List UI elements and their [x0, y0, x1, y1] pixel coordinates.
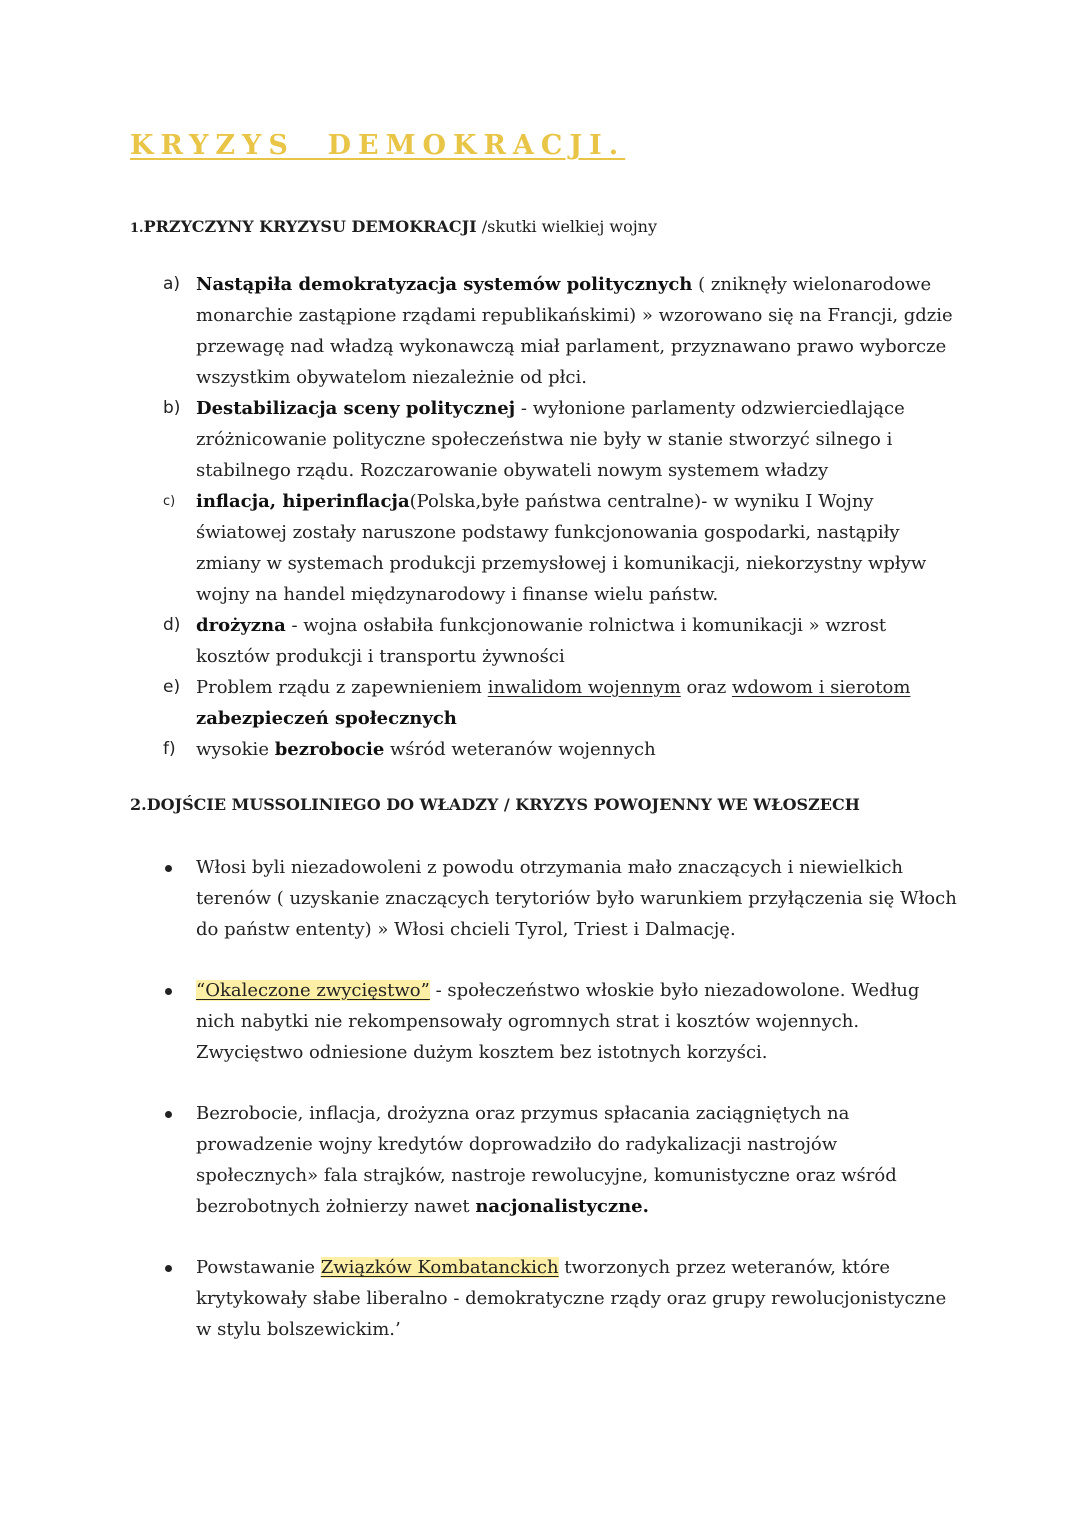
item-text: Bezrobocie, inflacja, drożyzna oraz przymus spłacania zaciągniętych na prowadzenie wojny kredytów doprowadziło do radykalizacji nastrojów społecznych» fala strajków, nastroje rewolucyjne, komunistyczne oraz wśród bezrobotnych żołnierzy nawet — [196, 1103, 897, 1217]
section-heading-text: DOJŚCIE MUSSOLINIEGO DO WŁADZY / KRYZYS POWOJENNY WE WŁOSZECH — [146, 795, 860, 814]
highlighted-text: “Okaleczone zwycięstwo” — [196, 980, 430, 1001]
list-item — [163, 393, 963, 486]
item-bold-text: Nastąpiła demokratyzacja systemów politycznych — [196, 274, 693, 295]
highlighted-text: Związków Kombatanckich — [320, 1257, 559, 1278]
bullet-item — [163, 975, 963, 1068]
list-marker: d) — [163, 615, 181, 635]
section-heading-mussolini — [130, 795, 860, 814]
list-item — [163, 672, 963, 734]
item-bold-text: nacjonalistyczne. — [475, 1196, 649, 1217]
item-text: - wojna osłabiła funkcjonowanie rolnictwa i komunikacji » wzrost kosztów produkcji i transportu żywności — [196, 615, 887, 667]
item-text: Problem rządu z zapewnieniem — [196, 677, 488, 698]
bullet-icon — [165, 1265, 172, 1272]
item-bold-text: drożyzna — [196, 615, 286, 636]
section-heading-text: PRZYCZYNY KRYZYSU DEMOKRACJI — [143, 217, 477, 236]
bullet-item — [163, 1252, 963, 1345]
item-bold-text: bezrobocie — [274, 739, 385, 760]
underlined-text: inwalidom wojennym — [487, 677, 681, 698]
item-text: - społeczeństwo włoskie było niezadowolone. Według nich nabytki nie rekompensowały ogromnych strat i kosztów wojennych. Zwycięstwo odniesione dużym kosztem bez istotnych korzyści. — [196, 980, 920, 1063]
section-number: 1. — [130, 221, 144, 236]
list-item — [163, 269, 963, 393]
list-marker: f) — [163, 739, 176, 759]
underlined-text: wdowom i sierotom — [731, 677, 911, 698]
item-bold-text: Destabilizacja sceny politycznej — [196, 398, 516, 419]
bullet-item — [163, 1098, 963, 1222]
item-bold-text: inflacja, hiperinflacja — [196, 491, 410, 512]
section-subtitle: /skutki wielkiej wojny — [476, 217, 657, 236]
item-text: wysokie — [196, 739, 275, 760]
italy-crisis-list — [163, 852, 963, 1375]
list-item — [163, 734, 963, 765]
section-heading-causes — [130, 217, 657, 236]
document-title: KRYZYS DEMOKRACJI. — [130, 130, 626, 161]
bullet-icon — [165, 865, 172, 872]
item-text: Włosi byli niezadowoleni z powodu otrzymania mało znaczących i niewielkich terenów ( uzyskanie znaczących terytoriów było warunkiem przyłączenia się Włoch do państw ententy) » Włosi chcieli Tyrol, Triest i Dalmację. — [196, 857, 957, 940]
bullet-item — [163, 852, 963, 945]
item-text: tworzonych przez weteranów, które krytykowały słabe liberalno - demokratyczne rządy oraz grupy rewolucjonistyczne w stylu bolszewickim.’ — [196, 1257, 947, 1340]
item-text: (Polska,byłe państwa centralne)- w wyniku I Wojny światowej zostały naruszone podstawy funkcjonowania gospodarki, nastąpiły zmiany w systemach produkcji przemysłowej i komunikacji, niekorzystny wpływ wojny na handel międzynarodowy i finanse wielu państw. — [196, 491, 927, 605]
list-marker: b) — [163, 398, 181, 418]
list-marker: e) — [163, 677, 181, 697]
list-item — [163, 610, 963, 672]
item-bold-text: zabezpieczeń społecznych — [196, 708, 457, 729]
item-text: - wyłonione parlamenty odzwierciedlające zróżnicowanie polityczne społeczeństwa nie były w stanie stworzyć silnego i stabilnego rządu. Rozczarowanie obywateli nowym systemem władzy — [196, 398, 905, 481]
list-marker: c) — [163, 494, 176, 509]
bullet-icon — [165, 988, 172, 995]
bullet-icon — [165, 1111, 172, 1118]
item-text: ( zniknęły wielonarodowe monarchie zastąpione rządami republikańskimi) » wzorowano się na Francji, gdzie przewagę nad władzą wykonawczą miał parlament, przyznawano prawo wyborcze wszystkim obywatelom niezależnie od płci. — [196, 274, 953, 388]
item-text: oraz — [680, 677, 732, 698]
section-number: 2. — [130, 795, 147, 814]
list-marker: a) — [163, 274, 181, 294]
item-text: Powstawanie — [196, 1257, 321, 1278]
causes-list — [163, 269, 963, 765]
list-item — [163, 486, 963, 610]
item-text: wśród weteranów wojennych — [384, 739, 656, 760]
